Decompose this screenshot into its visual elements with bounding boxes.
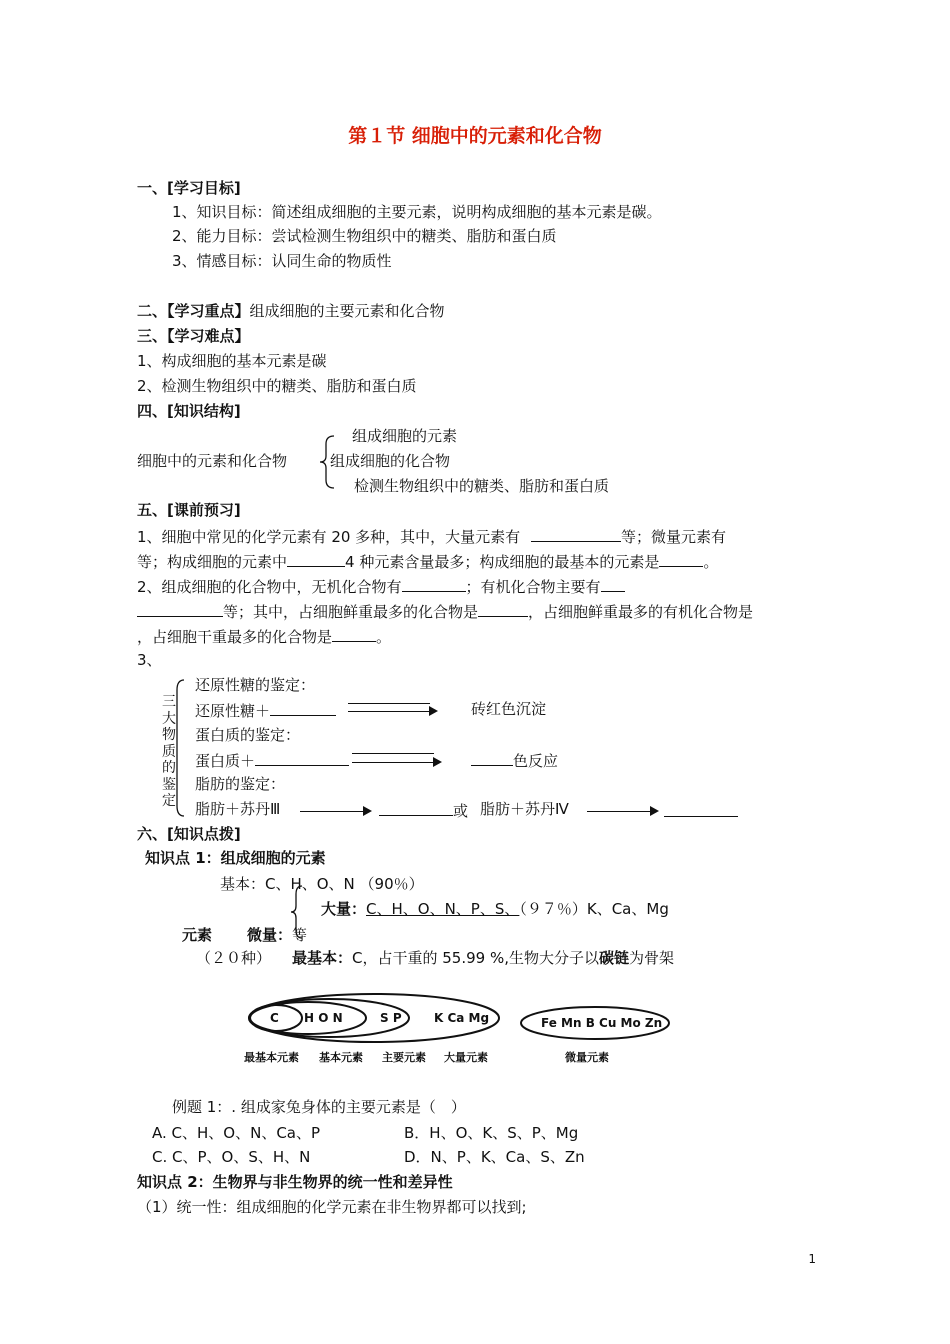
- diagram-label-basic: 基本元素: [319, 1051, 363, 1064]
- diagram-label-most-basic: 最基本元素: [244, 1051, 299, 1064]
- reducing-sugar-condition-line: [348, 703, 430, 704]
- section-2-heading: 二、【学习重点】: [137, 302, 250, 320]
- option-a[interactable]: A. C、H、O、N、Ca、P: [152, 1124, 321, 1142]
- diagram-hon: H O N: [304, 1011, 343, 1025]
- diagram-label-main: 主要元素: [382, 1051, 426, 1064]
- structure-branch-1: 组成细胞的元素: [352, 427, 458, 445]
- diagram-c: C: [270, 1011, 279, 1025]
- knowledge-point-1: 知识点 1：组成细胞的元素: [145, 849, 326, 867]
- q2-line-1: [137, 575, 625, 597]
- q2-line-3: [137, 625, 391, 647]
- diagram-label-major: 大量元素: [444, 1051, 488, 1064]
- q1-line-1: [137, 525, 726, 547]
- micro-elements: [247, 925, 307, 945]
- option-d[interactable]: D．N、P、K、Ca、S、Zn: [404, 1148, 585, 1166]
- protein-condition-line: [352, 753, 434, 754]
- q2-blank-inorganic[interactable]: [402, 575, 466, 592]
- major-elements: [321, 899, 669, 919]
- section-6-heading: 六、[知识点拨]: [137, 825, 241, 843]
- carbon-chain-text: 碳链: [599, 949, 630, 967]
- reducing-sugar-heading: 还原性糖的鉴定：: [195, 676, 316, 694]
- q1-text-b: 等；微量元素有: [620, 528, 726, 546]
- q1-text-c: 等；构成细胞的元素中: [137, 553, 288, 571]
- q2-line-2: [137, 600, 753, 622]
- identification-bracket: [172, 678, 188, 818]
- basic-elements: 基本：C、H、O、N （90％）: [220, 875, 424, 893]
- q1-text-e: 。: [703, 553, 719, 571]
- q1-text-d: 4 种元素含量最多；构成细胞的最基本的元素是: [345, 553, 660, 571]
- fat-or-text: 或: [453, 802, 469, 820]
- option-b[interactable]: B．H、O、K、S、P、Mg: [404, 1124, 579, 1142]
- fat-sudan-4-blank[interactable]: [664, 800, 738, 817]
- protein-result: [471, 749, 558, 771]
- unity-text: （1）统一性：组成细胞的化学元素在非生物界都可以找到;: [137, 1198, 527, 1216]
- fat-sudan-3-arrow: [300, 811, 370, 812]
- q2-text-a: 2、组成细胞的化合物中，无机化合物有: [137, 578, 402, 596]
- diagram-sp: S P: [380, 1011, 402, 1025]
- example-1: 例题 1：. 组成家兔身体的主要元素是（ ）: [172, 1098, 466, 1116]
- structure-branch-3: 检测生物组织中的糖类、脂肪和蛋白质: [354, 477, 610, 495]
- page-title: 第１节 细胞中的元素和化合物: [348, 125, 602, 147]
- q2-text-e: ，占细胞干重最多的化合物是: [137, 628, 333, 646]
- q1-line-2: [137, 550, 718, 572]
- major-elements-list: C、H、O、N、P、S、: [366, 900, 520, 918]
- micro-label: 微量：: [247, 926, 293, 944]
- fat-sudan-3-blank[interactable]: [379, 799, 453, 816]
- reducing-sugar-arrow: [348, 711, 436, 712]
- most-basic-label: 最基本：: [292, 949, 353, 967]
- q2-blank-fresh[interactable]: [478, 600, 528, 617]
- section-1-heading: 一、[学习目标]: [137, 179, 241, 197]
- section-2-text: 组成细胞的主要元素和化合物: [249, 302, 445, 320]
- major-rest: （９７％）K、Ca、Mg: [519, 900, 669, 918]
- reducing-sugar-result: 砖红色沉淀: [471, 700, 547, 718]
- objective-2: 2、能力目标：尝试检测生物组织中的糖类、脂肪和蛋白质: [172, 227, 557, 245]
- fat-alt: [379, 799, 468, 821]
- q2-blank-dry[interactable]: [332, 625, 376, 642]
- protein-formula: [195, 749, 349, 771]
- skeleton-text: 为骨架: [629, 949, 675, 967]
- major-label: 大量：: [321, 900, 367, 918]
- q2-text-c: 等；其中，占细胞鲜重最多的化合物是: [223, 603, 479, 621]
- three-substances-side-label: 三大物质的鉴定: [162, 694, 176, 809]
- q2-text-f: 。: [376, 628, 392, 646]
- most-basic-text: C，占干重的 55.99 %,生物大分子以: [352, 949, 599, 967]
- section-4-heading: 四、[知识结构]: [137, 402, 241, 420]
- q2-blank-organic-2[interactable]: [137, 600, 223, 617]
- q1-text-a: 1、细胞中常见的化学元素有 20 多种，其中，大量元素有: [137, 528, 521, 546]
- section-3-heading: 三、【学习难点】: [137, 327, 250, 345]
- reducing-sugar-text: 还原性糖＋: [195, 702, 271, 720]
- diagram-micro: Fe Mn B Cu Mo Zn: [541, 1016, 663, 1030]
- objective-3: 3、情感目标：认同生命的物质性: [172, 252, 392, 270]
- protein-color-blank[interactable]: [471, 749, 513, 766]
- elements-label: 元素: [182, 926, 213, 944]
- q1-blank-four[interactable]: [287, 550, 345, 567]
- option-c[interactable]: C. C、P、O、S、H、N: [152, 1148, 311, 1166]
- diagram-kcamg: K Ca Mg: [434, 1011, 490, 1025]
- q2-text-b: ；有机化合物主要有: [465, 578, 601, 596]
- q2-text-d: ，占细胞鲜重最多的有机化合物是: [528, 603, 754, 621]
- objective-1: 1、知识目标：简述组成细胞的主要元素，说明构成细胞的基本元素是碳。: [172, 203, 662, 221]
- protein-text: 蛋白质＋: [195, 752, 256, 770]
- q2-blank-organic-1[interactable]: [601, 575, 625, 592]
- fat-sudan-4-arrow: [587, 811, 657, 812]
- structure-branch-2: 组成细胞的化合物: [330, 452, 451, 470]
- structure-root: 细胞中的元素和化合物: [137, 452, 288, 470]
- page-number: 1: [808, 1252, 816, 1266]
- q1-blank-basic[interactable]: [659, 550, 703, 567]
- twenty-kinds: （２０种）: [196, 949, 272, 967]
- reducing-sugar-blank[interactable]: [270, 699, 336, 716]
- micro-rest: 等: [292, 926, 308, 944]
- section-2: [137, 301, 445, 321]
- q1-blank-major[interactable]: [531, 525, 621, 542]
- fat-heading: 脂肪的鉴定：: [195, 775, 286, 793]
- most-basic-element: [292, 948, 674, 968]
- protein-blank[interactable]: [255, 749, 349, 766]
- fat-sudan-4: 脂肪＋苏丹Ⅳ: [480, 800, 569, 818]
- protein-arrow: [352, 762, 440, 763]
- fat-sudan-3: 脂肪＋苏丹Ⅲ: [195, 800, 281, 818]
- section-5-heading: 五、[课前预习]: [137, 501, 241, 519]
- reducing-sugar-formula: [195, 699, 336, 721]
- knowledge-point-2: 知识点 2：生物界与非生物界的统一性和差异性: [137, 1173, 453, 1191]
- q3-label: 3、: [137, 651, 162, 669]
- diagram-label-micro: 微量元素: [565, 1051, 609, 1064]
- difficulty-2: 2、检测生物组织中的糖类、脂肪和蛋白质: [137, 377, 417, 395]
- protein-result-text: 色反应: [513, 752, 559, 770]
- protein-heading: 蛋白质的鉴定：: [195, 726, 301, 744]
- difficulty-1: 1、构成细胞的基本元素是碳: [137, 352, 327, 370]
